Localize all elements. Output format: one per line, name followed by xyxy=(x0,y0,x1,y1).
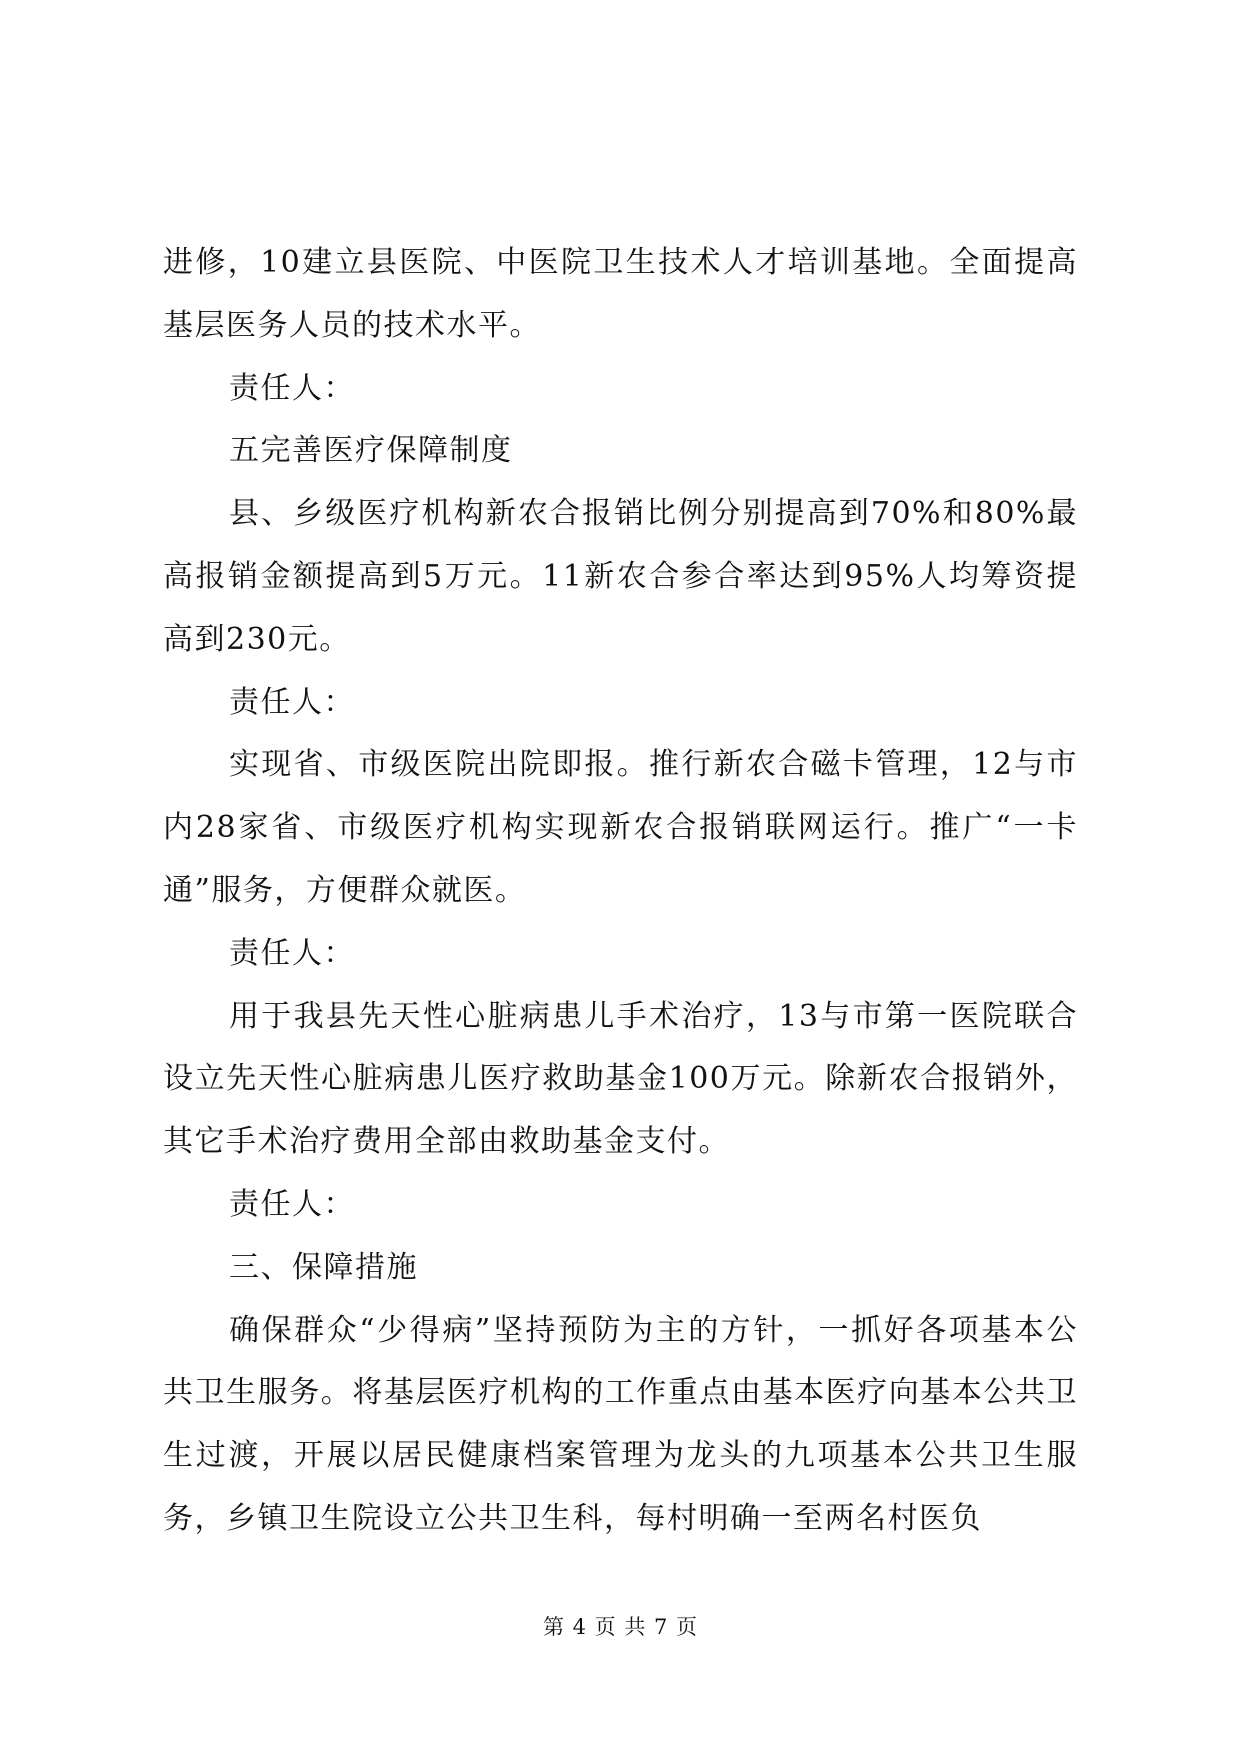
section-heading: 三、保障措施 xyxy=(229,1249,418,1285)
paragraph: 责任人： xyxy=(229,684,355,720)
document-body xyxy=(163,232,1078,1551)
paragraph: 责任人： xyxy=(229,370,355,406)
paragraph: 实现省、市级医院出院即报。推行新农合磁卡管理，12与市内28家省、市级医疗机构实现新农合报销联网运行。推广“一卡通”服务，方便群众就医。 xyxy=(163,747,1078,908)
section-heading: 五完善医疗保障制度 xyxy=(229,433,513,469)
paragraph: 责任人： xyxy=(229,935,355,971)
paragraph: 确保群众“少得病”坚持预防为主的方针，一抓好各项基本公共卫生服务。将基层医疗机构的工作重点由基本医疗向基本公共卫生过渡，开展以居民健康档案管理为龙头的九项基本公共卫生服务，乡镇卫生院设立公共卫生科，每村明确一至两名村医负 xyxy=(163,1312,1078,1536)
paragraph: 责任人： xyxy=(229,1186,355,1222)
page-footer: 第 4 页 共 7 页 xyxy=(542,1615,699,1639)
paragraph: 县、乡级医疗机构新农合报销比例分别提高到70%和80%最高报销金额提高到5万元。11新农合参合率达到95%人均筹资提高到230元。 xyxy=(163,496,1078,657)
paragraph: 进修，10建立县医院、中医院卫生技术人才培训基地。全面提高基层医务人员的技术水平。 xyxy=(163,245,1078,343)
paragraph: 用于我县先天性心脏病患儿手术治疗，13与市第一医院联合设立先天性心脏病患儿医疗救助基金100万元。除新农合报销外，其它手术治疗费用全部由救助基金支付。 xyxy=(163,998,1078,1160)
